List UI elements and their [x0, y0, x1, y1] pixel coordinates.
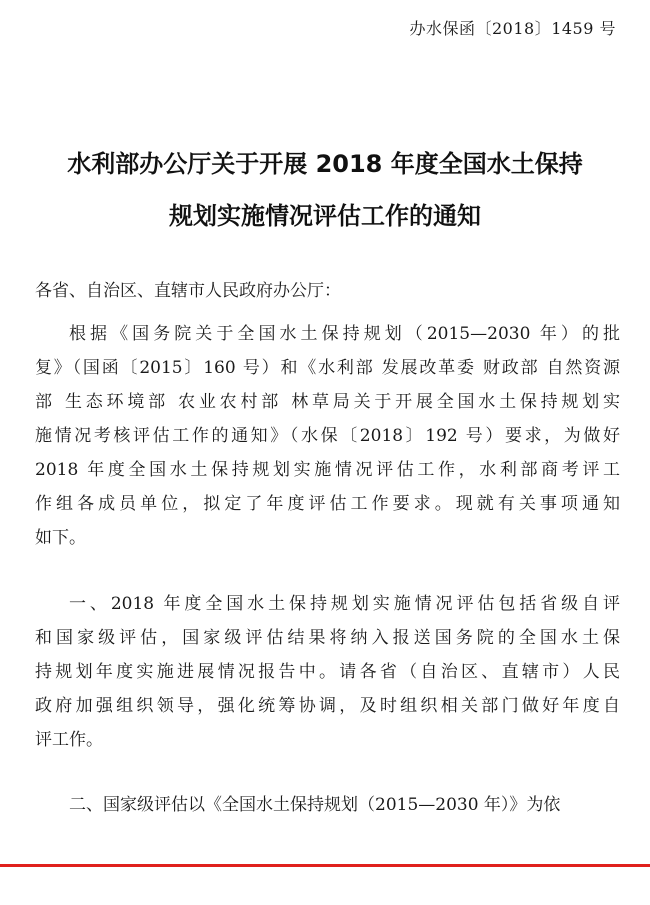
- paragraph-line: 二、国家级评估以《全国水土保持规划（2015—2030 年）》为依: [69, 795, 561, 815]
- title-line-1: 水利部办公厅关于开展 2018 年度全国水土保持: [67, 150, 583, 178]
- paragraph-line: 根据《国务院关于全国水土保持规划（2015—2030 年）的批: [69, 324, 620, 344]
- paragraph-line: 一、2018 年度全国水土保持规划实施情况评估包括省级自评: [69, 594, 620, 614]
- paragraph-line: 复》（国函〔2015〕160 号）和《水利部 发展改革委 财政部 自然资源: [35, 358, 620, 378]
- paragraph-line: 持规划年度实施进展情况报告中。请各省（自治区、直辖市）人民: [35, 662, 620, 682]
- paragraph-line: 政府加强组织领导，强化统筹协调，及时组织相关部门做好年度自: [35, 696, 620, 716]
- paragraph-line: 作组各成员单位，拟定了年度评估工作要求。现就有关事项通知: [35, 494, 620, 514]
- salutation: 各省、自治区、直辖市人民政府办公厅：: [35, 281, 341, 301]
- paragraph-line: 如下。: [35, 528, 86, 548]
- paragraph-item-two: [35, 788, 620, 822]
- paragraph-line: 和国家级评估，国家级评估结果将纳入报送国务院的全国水土保: [35, 628, 620, 648]
- paragraph-line: 评工作。: [35, 730, 103, 750]
- paragraph-line: 2018 年度全国水土保持规划实施情况评估工作，水利部商考评工: [35, 460, 620, 480]
- paragraph-line: 部 生态环境部 农业农村部 林草局关于开展全国水土保持规划实: [35, 392, 620, 412]
- paragraph-item-one: [35, 587, 620, 757]
- red-divider-line: [0, 864, 650, 867]
- document-title: [40, 138, 610, 242]
- paragraph-intro: [35, 317, 620, 555]
- title-line-2: 规划实施情况评估工作的通知: [169, 202, 481, 230]
- document-number: 办水保函〔2018〕1459 号: [409, 19, 616, 38]
- paragraph-line: 施情况考核评估工作的通知》（水保〔2018〕192 号）要求，为做好: [35, 426, 620, 446]
